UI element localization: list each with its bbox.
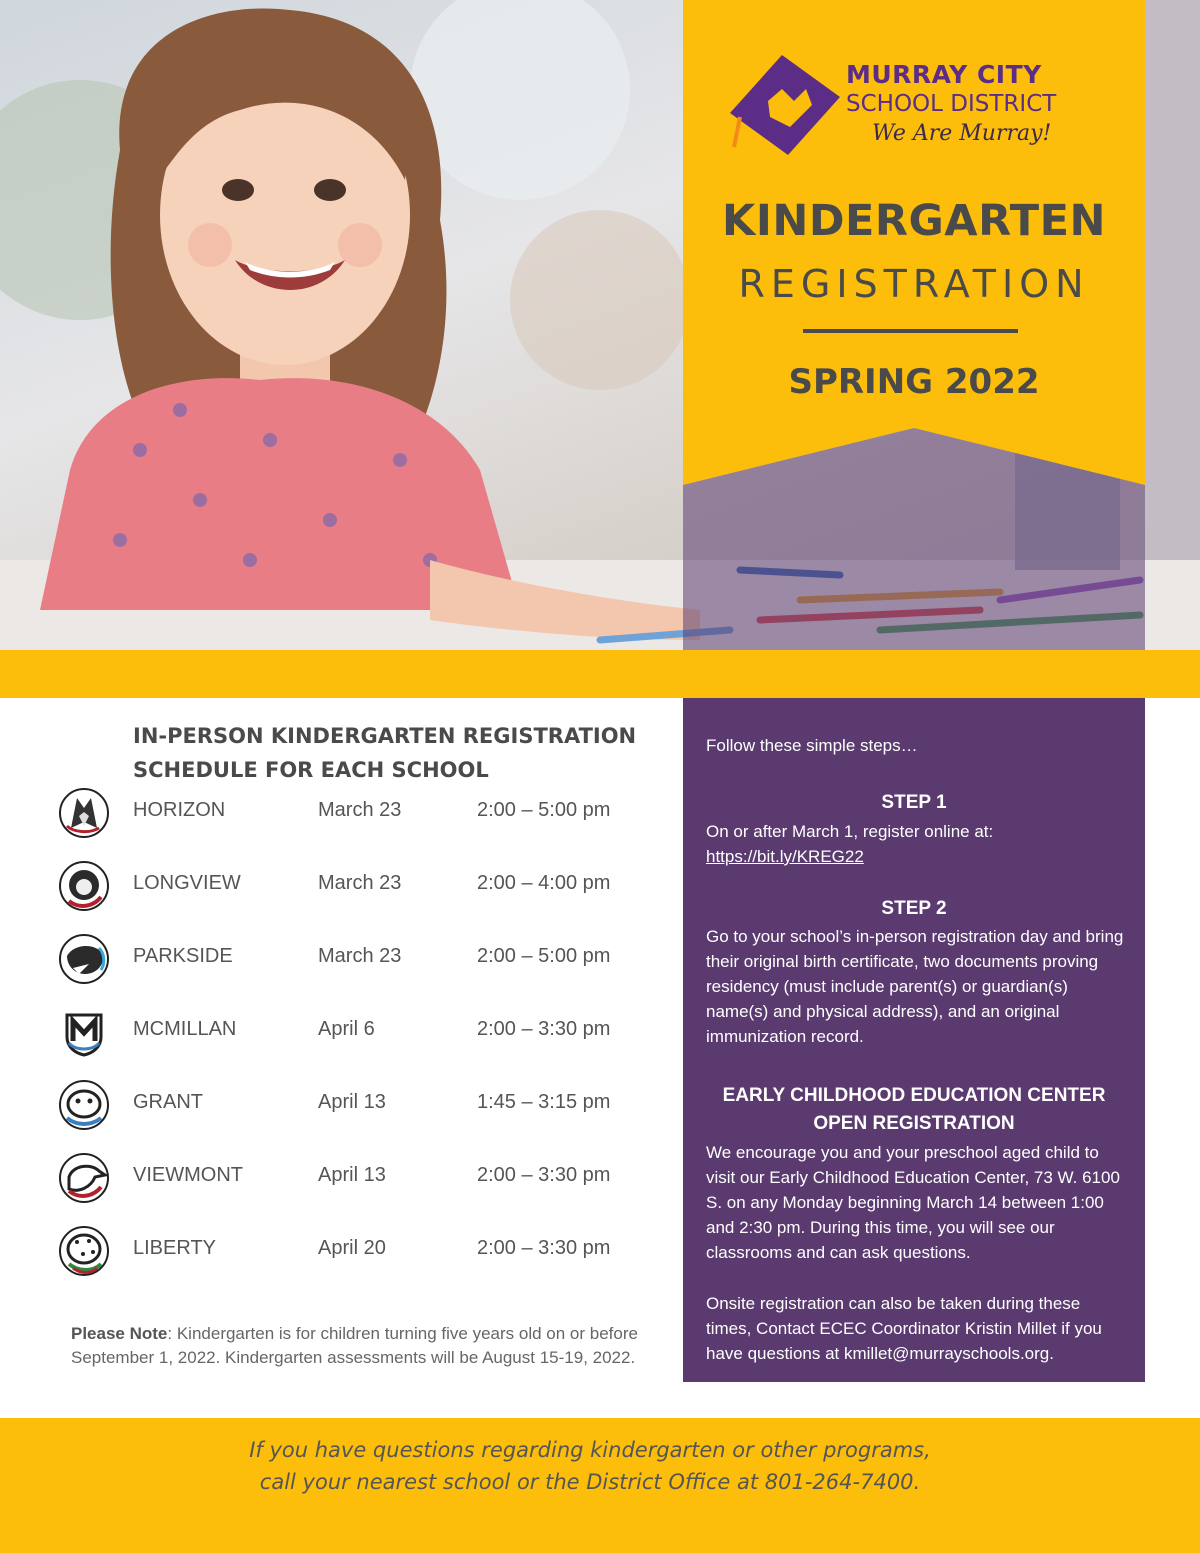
school-name: LONGVIEW [133, 872, 241, 894]
m-shield-icon [59, 1007, 109, 1057]
school-name: HORIZON [133, 799, 226, 821]
school-name: PARKSIDE [133, 945, 233, 967]
title-season: SPRING 2022 [788, 362, 1040, 402]
registration-time: 2:00 – 5:00 pm [477, 799, 611, 821]
schedule-heading [133, 719, 673, 787]
district-name-line2: SCHOOL DISTRICT [846, 91, 1057, 117]
ecec-title [683, 1082, 1145, 1138]
step1-link[interactable]: https://bit.ly/KREG22 [706, 847, 864, 866]
school-name: GRANT [133, 1091, 203, 1113]
ecec-title-line1: EARLY CHILDHOOD EDUCATION CENTER [722, 1085, 1106, 1106]
title-divider [803, 329, 1018, 333]
school-name: VIEWMONT [133, 1164, 243, 1186]
step1-title: STEP 1 [881, 792, 947, 813]
please-note-label: Please Note [71, 1324, 168, 1343]
registration-date: March 23 [318, 799, 402, 821]
please-note [71, 1322, 651, 1370]
bulldog-icon [59, 1080, 109, 1130]
registration-date: April 13 [318, 1164, 386, 1186]
onsite-text: Onsite registration can also be taken during these times, Contact ECEC Coordinator Kristin Millet if you have questions at kmillet@murrayschools.org. [706, 1294, 1102, 1363]
ecec-text: We encourage you and your preschool aged child to visit our Early Childhood Education Center, 73 W. 6100 S. on any Monday beginning March 14 between 1:00 and 2:30 pm. During this time, you will see our classrooms and can ask questions. [706, 1143, 1120, 1262]
registration-date: March 23 [318, 872, 402, 894]
registration-time: 2:00 – 4:00 pm [477, 872, 611, 894]
registration-time: 2:00 – 3:30 pm [477, 1018, 611, 1040]
yellow-divider-strip [0, 650, 1200, 698]
district-tagline: We Are Murray! [872, 121, 1052, 146]
step1-instruction: On or after March 1, register online at: [706, 822, 994, 841]
schedule-row-parkside [55, 931, 655, 991]
schedule-heading-line1: IN-PERSON KINDERGARTEN REGISTRATION [133, 724, 637, 748]
murray-logo-icon [730, 55, 840, 155]
schedule-row-longview [55, 858, 655, 918]
registration-time: 2:00 – 3:30 pm [477, 1164, 611, 1186]
title-registration: REGISTRATION [738, 262, 1090, 306]
schedule-row-horizon [55, 785, 655, 845]
registration-date: April 20 [318, 1237, 386, 1259]
school-name: MCMILLAN [133, 1018, 237, 1040]
panther-icon [59, 934, 109, 984]
step2-title: STEP 2 [881, 898, 947, 919]
schedule-row-liberty [55, 1223, 655, 1283]
registration-time: 2:00 – 3:30 pm [477, 1237, 611, 1259]
hero-photo [0, 0, 1200, 650]
school-name: LIBERTY [133, 1237, 216, 1259]
registration-time: 2:00 – 5:00 pm [477, 945, 611, 967]
steps-intro: Follow these simple steps… [706, 736, 918, 755]
husky-icon [59, 788, 109, 838]
schedule-heading-line2: SCHEDULE FOR EACH SCHOOL [133, 758, 489, 782]
step2-text: Go to your school’s in-person registration day and bring their original birth certificate, two documents proving residency (must include parent(s) or guardian(s) name(s) and physical address), and an original immunization record. [706, 927, 1124, 1046]
step1-text [706, 819, 1126, 869]
lion-icon [59, 861, 109, 911]
registration-date: April 13 [318, 1091, 386, 1113]
footer-line2: call your nearest school or the District Office at 801-264-7400. [259, 1470, 921, 1494]
schedule-row-mcmillan [55, 1004, 655, 1064]
eagle-icon [59, 1153, 109, 1203]
title-kindergarten: KINDERGARTEN [722, 196, 1106, 246]
schedule-row-viewmont [55, 1150, 655, 1210]
ecec-title-line2: OPEN REGISTRATION [813, 1113, 1015, 1134]
please-note-text: : Kindergarten is for children turning five years old on or before September 1, 2022. Kindergarten assessments will be August 15-19, 2022. [71, 1324, 638, 1367]
district-name-line1: MURRAY CITY [846, 60, 1042, 89]
leopard-icon [59, 1226, 109, 1276]
registration-date: April 6 [318, 1018, 375, 1040]
footer-line1: If you have questions regarding kindergarten or other programs, [249, 1438, 931, 1462]
footer-text [0, 1434, 1180, 1498]
schedule-row-grant [55, 1077, 655, 1137]
district-name [846, 60, 1106, 146]
registration-date: March 23 [318, 945, 402, 967]
registration-time: 1:45 – 3:15 pm [477, 1091, 611, 1113]
